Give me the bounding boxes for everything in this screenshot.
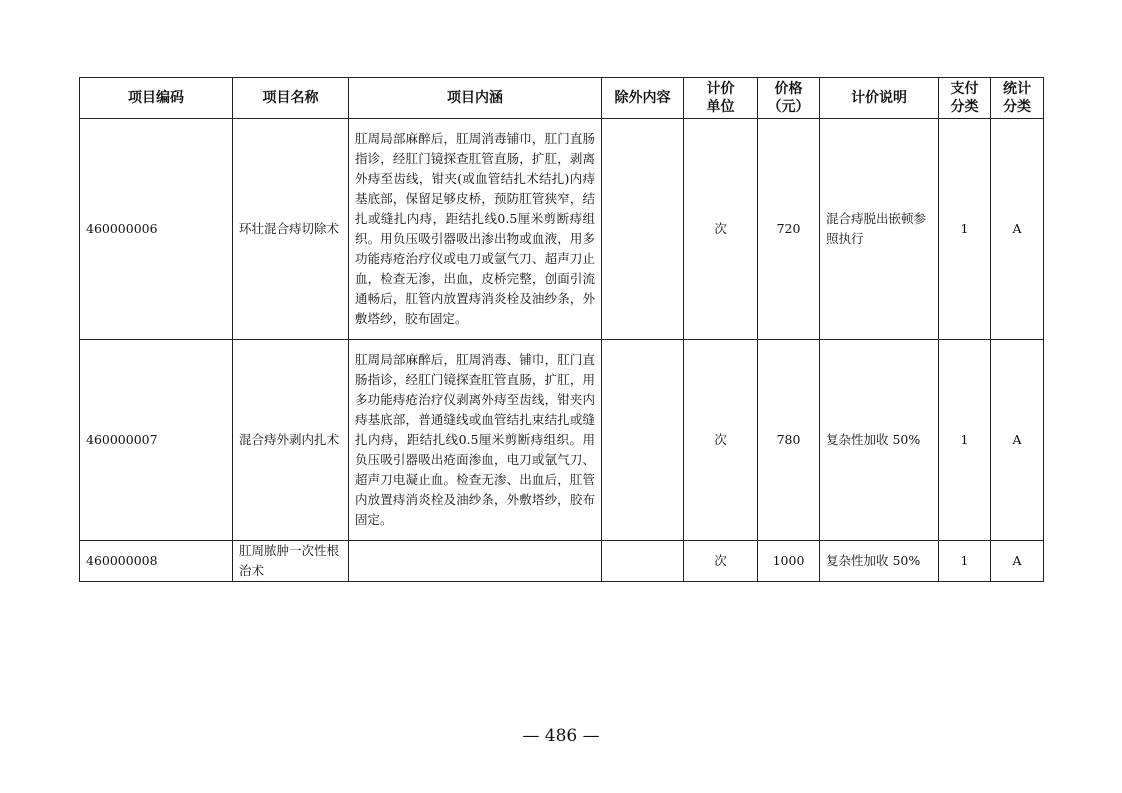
cell-price: 720 xyxy=(758,119,820,340)
cell-note: 混合痔脱出嵌顿参照执行 xyxy=(820,119,939,340)
cell-excluded xyxy=(602,340,684,541)
table-row xyxy=(80,541,1044,582)
cell-pay-category: 1 xyxy=(939,119,991,340)
cell-stat-category: A xyxy=(991,541,1044,582)
cell-excluded xyxy=(602,119,684,340)
cell-note: 复杂性加收 50% xyxy=(820,340,939,541)
table-row xyxy=(80,119,1044,340)
header-code: 项目编码 xyxy=(80,78,233,119)
cell-code: 460000006 xyxy=(80,119,233,340)
table-header-row xyxy=(80,78,1044,119)
cell-content xyxy=(349,541,602,582)
header-stat-category: 统计 分类 xyxy=(991,78,1044,119)
pricing-table xyxy=(79,77,1044,582)
header-unit: 计价 单位 xyxy=(684,78,758,119)
cell-code: 460000008 xyxy=(80,541,233,582)
cell-unit: 次 xyxy=(684,340,758,541)
table-row xyxy=(80,340,1044,541)
cell-stat-category: A xyxy=(991,340,1044,541)
cell-excluded xyxy=(602,541,684,582)
header-pay-category: 支付 分类 xyxy=(939,78,991,119)
cell-pay-category: 1 xyxy=(939,340,991,541)
cell-content: 肛周局部麻醉后，肛周消毒铺巾，肛门直肠指诊，经肛门镜探查肛管直肠，扩肛，剥离外痔至齿线，钳夹(或血管结扎术结扎)内痔基底部，保留足够皮桥，预防肛管狭窄，结扎或缝扎内痔，距结扎线0.5厘米剪断痔组织。用负压吸引器吸出渗出物或血液，用多功能痔疮治疗仪或电刀或氩气刀、超声刀止血，检查无渗，出血，皮桥完整，创面引流通畅后，肛管内放置痔消炎栓及油纱条，外敷塔纱，胶布固定。 xyxy=(349,119,602,340)
cell-name: 肛周脓肿一次性根治术 xyxy=(233,541,349,582)
cell-price: 1000 xyxy=(758,541,820,582)
header-note: 计价说明 xyxy=(820,78,939,119)
page-number: — 486 — xyxy=(522,726,600,746)
cell-note: 复杂性加收 50% xyxy=(820,541,939,582)
header-name: 项目名称 xyxy=(233,78,349,119)
cell-stat-category: A xyxy=(991,119,1044,340)
cell-unit: 次 xyxy=(684,119,758,340)
cell-price: 780 xyxy=(758,340,820,541)
cell-content: 肛周局部麻醉后，肛周消毒、铺巾，肛门直肠指诊，经肛门镜探查肛管直肠，扩肛，用多功能痔疮治疗仪剥离外痔至齿线，钳夹内痔基底部，普通缝线或血管结扎束结扎或缝扎内痔，距结扎线0.5厘米剪断痔组织。用负压吸引器吸出疮面渗血，电刀或氩气刀、超声刀电凝止血。检查无渗、出血后，肛管内放置痔消炎栓及油纱条，外敷塔纱，胶布固定。 xyxy=(349,340,602,541)
header-content: 项目内涵 xyxy=(349,78,602,119)
cell-unit: 次 xyxy=(684,541,758,582)
header-price: 价格 （元） xyxy=(758,78,820,119)
cell-name: 环壮混合痔切除术 xyxy=(233,119,349,340)
header-excluded: 除外内容 xyxy=(602,78,684,119)
cell-code: 460000007 xyxy=(80,340,233,541)
cell-name: 混合痔外剥内扎术 xyxy=(233,340,349,541)
cell-pay-category: 1 xyxy=(939,541,991,582)
